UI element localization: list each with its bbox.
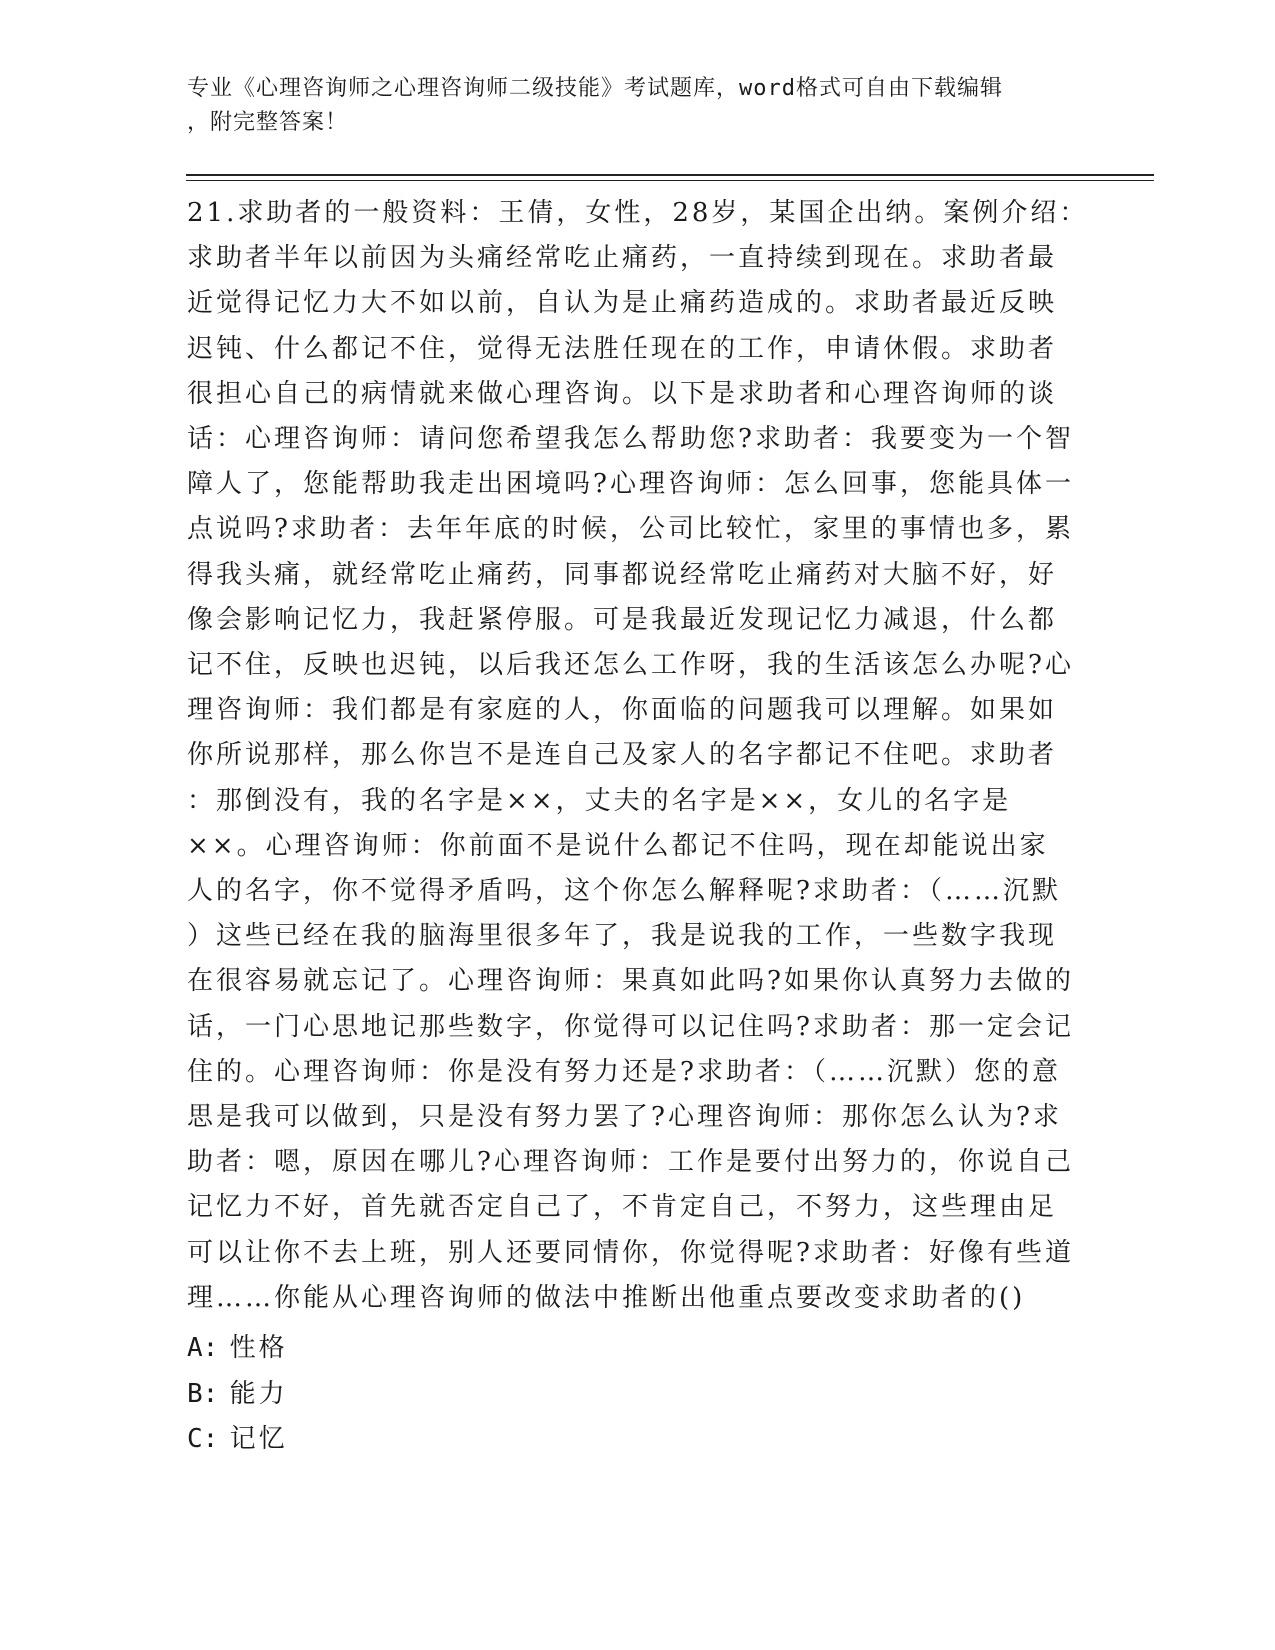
question-line: 助者：嗯，原因在哪儿?心理咨询师：工作是要付出努力的，你说自己 — [187, 1147, 1074, 1178]
option-b-letter: B: — [187, 1378, 219, 1409]
question-line: 点说吗?求助者：去年年底的时候，公司比较忙，家里的事情也多，累 — [187, 514, 1074, 545]
question-line: 住的。心理咨询师：你是没有努力还是?求助者：（……沉默）您的意 — [187, 1056, 1061, 1087]
option-a-text: 性格 — [229, 1333, 288, 1363]
question-line: 理……你能从心理咨询师的做法中推断出他重点要改变求助者的() — [187, 1282, 1026, 1313]
question-line: 迟钝、什么都记不住，觉得无法胜任现在的工作，申请休假。求助者 — [187, 333, 1058, 364]
question-line: ：那倒没有，我的名字是××，丈夫的名字是××，女儿的名字是 — [187, 785, 1012, 816]
question-line: 可以让你不去上班，别人还要同情你，你觉得呢?求助者：好像有些道 — [187, 1237, 1074, 1268]
question-line: 记不住，反映也迟钝，以后我还怎么工作呀，我的生活该怎么办呢?心 — [187, 650, 1074, 681]
question-line: 记忆力不好，首先就否定自己了，不肯定自己，不努力，这些理由足 — [187, 1192, 1058, 1223]
question-line: 话，一门心思地记那些数字，你觉得可以记住吗?求助者：那一定会记 — [187, 1011, 1074, 1042]
question-line: 思是我可以做到，只是没有努力罢了?心理咨询师：那你怎么认为?求 — [187, 1102, 1062, 1133]
question-line: 得我头痛，就经常吃止痛药，同事都说经常吃止痛药对大脑不好，好 — [187, 559, 1058, 590]
option-a — [187, 1326, 288, 1372]
answer-options — [187, 1326, 288, 1463]
option-b-text: 能力 — [229, 1378, 288, 1409]
question-line: 求助者半年以前因为头痛经常吃止痛药，一直持续到现在。求助者最 — [187, 243, 1058, 274]
question-line: 话：心理咨询师：请问您希望我怎么帮助您?求助者：我要变为一个智 — [187, 424, 1074, 455]
question-line: ××。心理咨询师：你前面不是说什么都记不住吗，现在却能说出家 — [187, 830, 1049, 861]
question-line: 你所说那样，那么你岂不是连自己及家人的名字都记不住吧。求助者 — [187, 740, 1058, 771]
document-header — [187, 72, 1067, 140]
question-line: 在很容易就忘记了。心理咨询师：果真如此吗?如果你认真努力去做的 — [187, 966, 1074, 997]
question-line: 很担心自己的病情就来做心理咨询。以下是求助者和心理咨询师的谈 — [187, 378, 1058, 409]
header-line-2: ，附完整答案！ — [187, 110, 349, 135]
option-c-text: 记忆 — [229, 1424, 288, 1454]
option-b — [187, 1372, 288, 1418]
question-line: 障人了，您能帮助我走出困境吗?心理咨询师：怎么回事，您能具体一 — [187, 469, 1074, 500]
question-line: 像会影响记忆力，我赶紧停服。可是我最近发现记忆力减退，什么都 — [187, 604, 1058, 635]
header-divider-thin — [186, 180, 1154, 181]
question-body — [187, 191, 1087, 1321]
option-c-letter: C: — [187, 1424, 219, 1454]
option-c — [187, 1417, 288, 1463]
header-line-1: 专业《心理咨询师之心理咨询师二级技能》考试题库，word格式可自由下载编辑 — [187, 76, 1003, 101]
question-line: 近觉得记忆力大不如以前，自认为是止痛药造成的。求助者最近反映 — [187, 288, 1058, 319]
header-divider-thick — [186, 174, 1154, 176]
question-line: 人的名字，你不觉得矛盾吗，这个你怎么解释呢?求助者：（……沉默 — [187, 876, 1061, 907]
option-a-letter: A: — [187, 1333, 219, 1363]
question-line: ）这些已经在我的脑海里很多年了，我是说我的工作，一些数字我现 — [187, 921, 1058, 952]
question-line: 21.求助者的一般资料：王倩，女性，28岁，某国企出纳。案例介绍： — [187, 198, 1089, 228]
question-line: 理咨询师：我们都是有家庭的人，你面临的问题我可以理解。如果如 — [187, 695, 1058, 726]
